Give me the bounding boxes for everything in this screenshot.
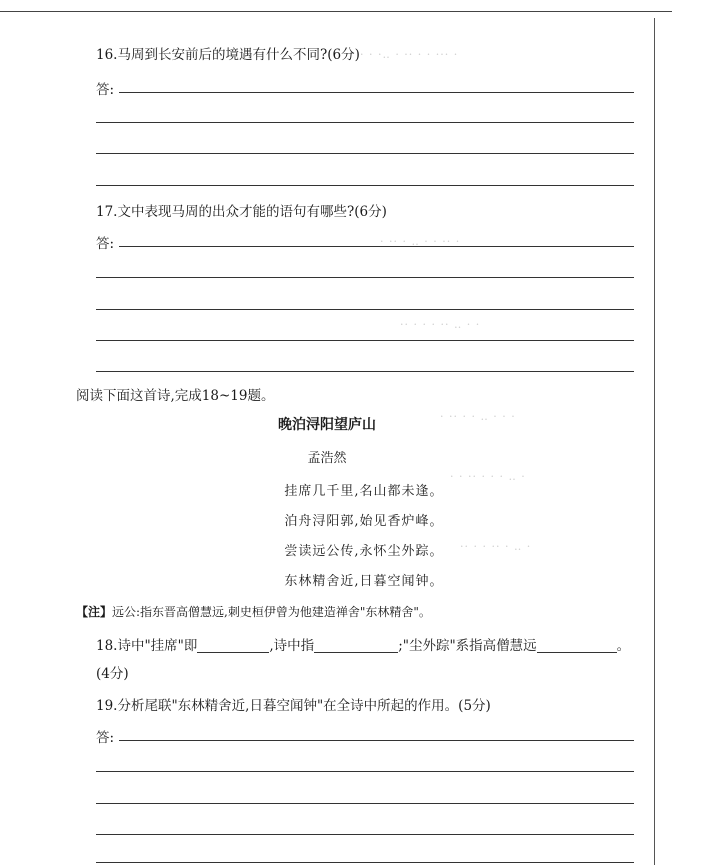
poem-line: 尝读远公传,永怀尘外踪。 (284, 544, 444, 559)
poem-line: 泊舟浔阳郭,始见香炉峰。 (284, 514, 444, 529)
answer-line[interactable] (96, 371, 634, 372)
bleed-through: ·· · · ·· · ‥ · (460, 540, 532, 553)
answer-line[interactable] (96, 277, 634, 278)
question-16: 16.马周到长安前后的境遇有什么不同?(6分) (96, 47, 360, 63)
answer-label-17: 答: (96, 236, 115, 252)
answer-label-19: 答: (96, 730, 115, 746)
q18-score: (4分) (96, 666, 129, 682)
answer-line[interactable] (119, 92, 634, 93)
reading-instruction: 阅读下面这首诗,完成18~19题。 (76, 388, 275, 404)
poem-line: 挂席几千里,名山都未逢。 (284, 484, 444, 499)
fill-blank-3[interactable] (537, 637, 617, 653)
answer-line[interactable] (119, 740, 634, 741)
answer-label-16: 答: (96, 82, 115, 98)
q18-part3: ;"尘外踪"系指高僧慧远 (398, 638, 537, 654)
poem-title: 晚泊浔阳望庐山 (278, 417, 376, 433)
bleed-through: · ·· · ‥ · · ·· · (380, 235, 461, 248)
note-text: 远公:指东晋高僧慧远,刺史桓伊曾为他建造禅舍"东林精舍"。 (112, 605, 431, 619)
answer-line[interactable] (96, 862, 634, 863)
bleed-through: · ·· · · ‥ · · · (440, 410, 516, 423)
answer-line[interactable] (96, 122, 634, 123)
answer-line[interactable] (119, 246, 634, 247)
q18-part1: 18.诗中"挂席"即 (96, 638, 198, 654)
poem-author: 孟浩然 (307, 451, 347, 466)
fill-blank-2[interactable] (314, 637, 398, 653)
answer-line[interactable] (96, 309, 634, 310)
page-edge (654, 18, 655, 865)
bleed-through: · · ·· · · · ‥ · (450, 470, 526, 483)
poem-note (76, 603, 431, 620)
question-18 (96, 634, 630, 654)
bleed-through: ·· · · · ·· ‥ · · (400, 318, 481, 331)
answer-line[interactable] (96, 803, 634, 804)
answer-line[interactable] (96, 771, 634, 772)
question-17: 17.文中表现马周的出众才能的语句有哪些?(6分) (96, 204, 387, 220)
question-19: 19.分析尾联"东林精舍近,日暮空闻钟"在全诗中所起的作用。(5分) (96, 698, 491, 714)
fill-blank-1[interactable] (197, 637, 269, 653)
q18-part2: ,诗中指 (269, 638, 315, 654)
answer-line[interactable] (96, 153, 634, 154)
poem-line: 东林精舍近,日暮空闻钟。 (284, 574, 444, 589)
top-rule (0, 11, 672, 12)
q18-end: 。 (616, 638, 631, 654)
note-label: 【注】 (76, 605, 113, 619)
answer-line[interactable] (96, 834, 634, 835)
answer-line[interactable] (96, 185, 634, 186)
answer-line[interactable] (96, 340, 634, 341)
bleed-through: · · ·‥ · ·· · · ··· · (360, 48, 459, 61)
